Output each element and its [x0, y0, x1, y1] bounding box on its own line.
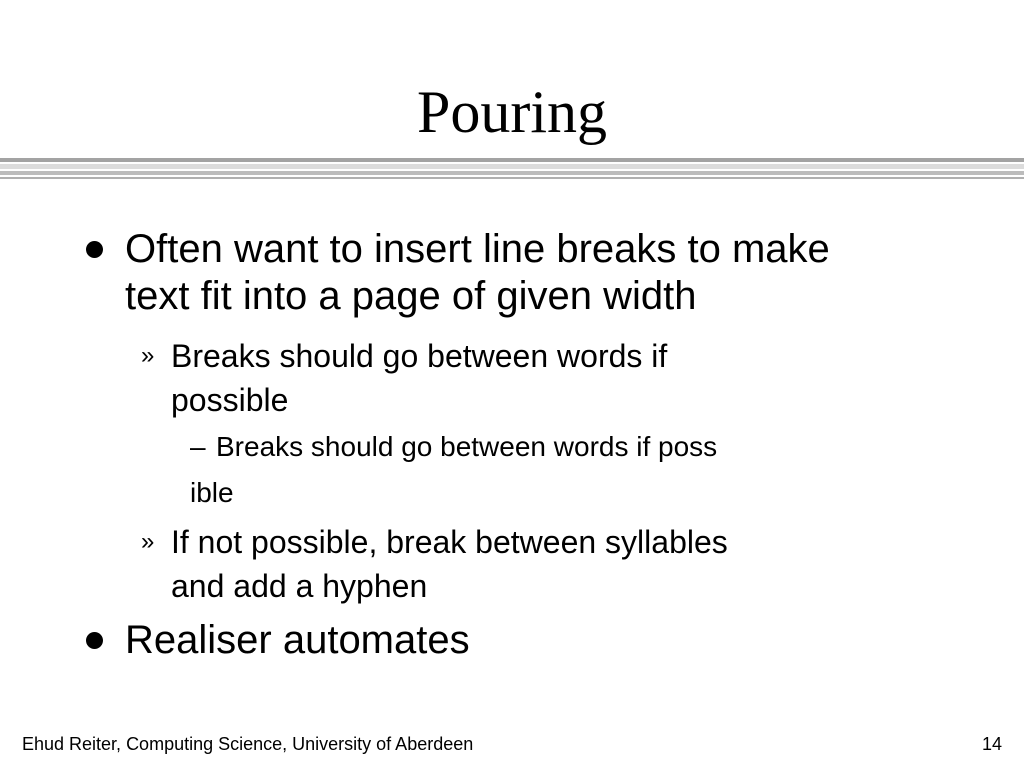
- sub-bullet-item: [141, 334, 871, 422]
- sub-bullet-text-line: and add a hyphen: [171, 568, 428, 604]
- sub-bullet-marker-icon: »: [141, 342, 155, 369]
- sub-bullet-text-line: possible: [171, 382, 289, 418]
- title-divider: [0, 171, 1024, 175]
- sub-bullet-text-line: If not possible, break between syllables: [171, 524, 728, 560]
- bullet-item: [125, 226, 985, 320]
- bullet-text-line: text fit into a page of given width: [125, 274, 697, 318]
- title-divider: [0, 177, 1024, 179]
- footer-credit: Ehud Reiter, Computing Science, University of Aberdeen: [22, 734, 474, 754]
- bullet-dot-icon: [86, 632, 103, 649]
- page-number: 14: [981, 734, 1002, 754]
- title-divider: [0, 158, 1024, 162]
- sub-bullet-item: [141, 520, 871, 608]
- sub-bullet-marker-icon: »: [141, 528, 155, 555]
- title-divider: [0, 164, 1024, 169]
- dash-marker-icon: –: [190, 431, 206, 462]
- bullet-dot-icon: [86, 241, 103, 258]
- sub-sub-bullet-text-line: Breaks should go between words if poss: [216, 431, 718, 462]
- sub-bullet-text-line: Breaks should go between words if: [171, 338, 668, 374]
- sub-sub-bullet-item: [190, 424, 850, 516]
- bullet-item: [125, 617, 985, 664]
- bullet-text-line: Realiser automates: [125, 618, 470, 662]
- slide-title: Pouring: [416, 79, 608, 145]
- bullet-text-line: Often want to insert line breaks to make: [125, 227, 830, 271]
- sub-sub-bullet-text-line: ible: [190, 477, 234, 508]
